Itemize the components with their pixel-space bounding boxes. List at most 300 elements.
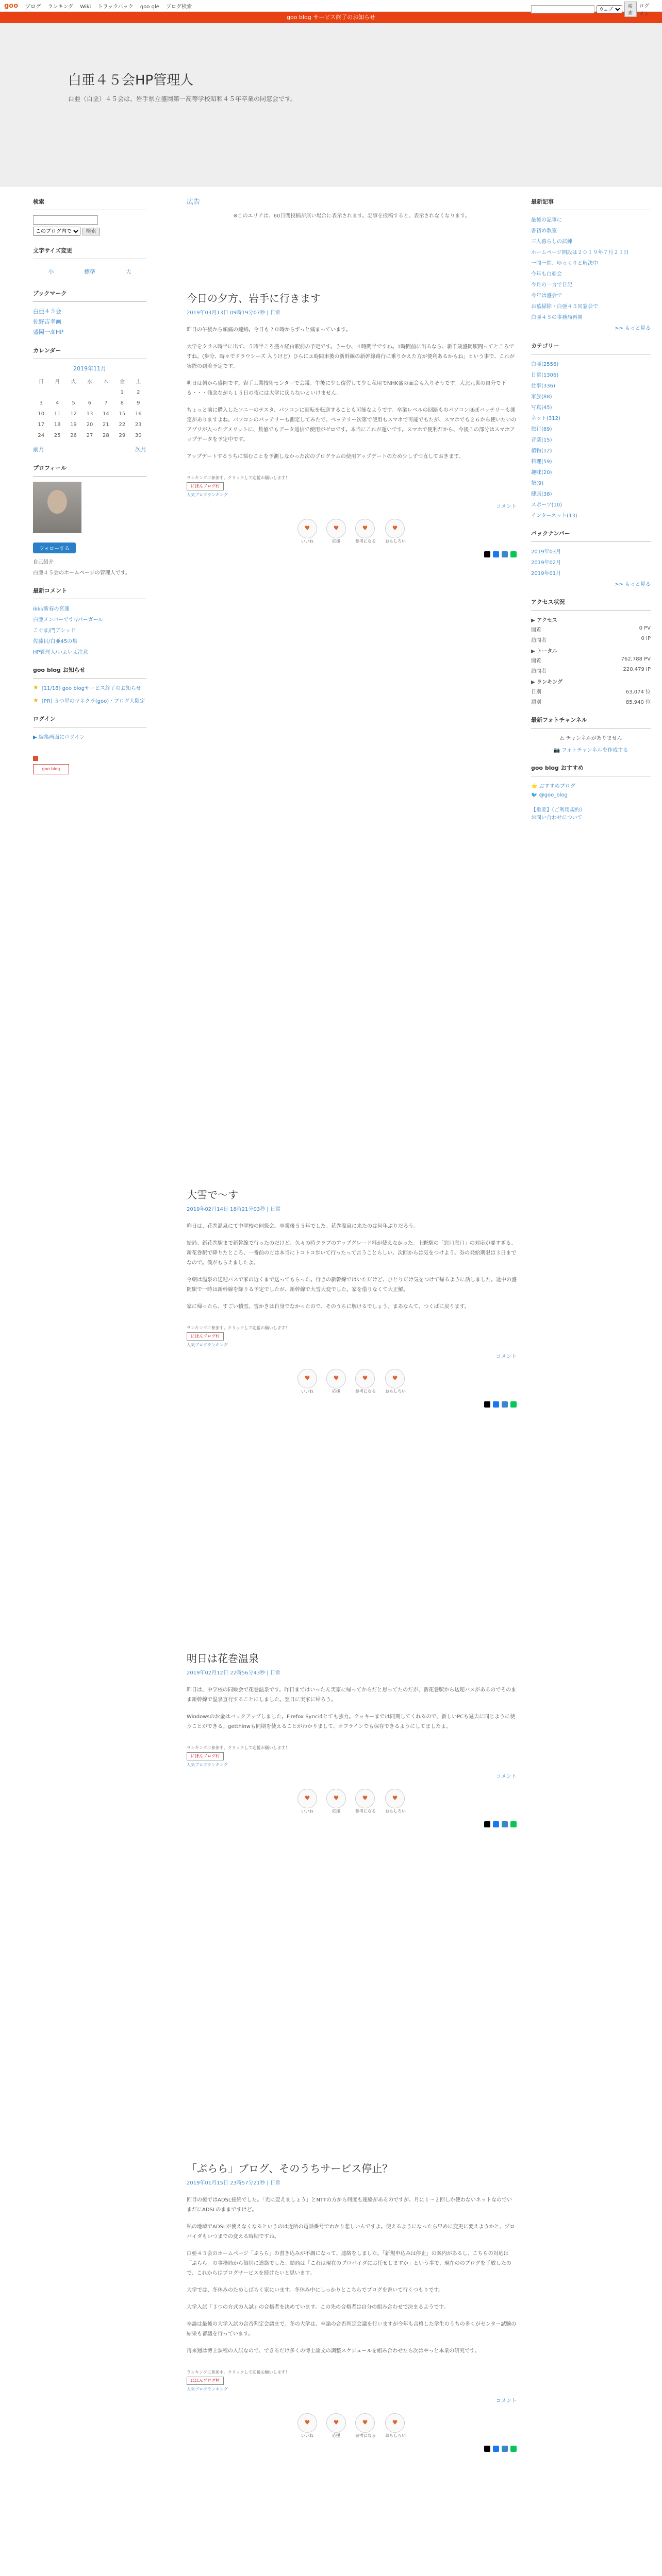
reaction-icon[interactable]: ♥: [326, 2413, 346, 2433]
recent-item[interactable]: 今月の一言で日記: [531, 282, 572, 288]
calendar-day[interactable]: 3: [39, 400, 43, 406]
calendar-weekday: 木: [103, 379, 109, 385]
nav-item[interactable]: ランキング: [47, 4, 74, 10]
reaction-item: [297, 1789, 317, 1814]
calendar-weekday: 土: [136, 379, 141, 385]
recent-item[interactable]: ホームページ開設は２０１９年７月２１日: [531, 250, 629, 256]
comments-heading: 最新コメント: [33, 586, 146, 599]
profile-intro: 白亜４５会のホームページの管理人です。: [33, 570, 130, 576]
profile-label[interactable]: 自己紹介: [33, 560, 54, 565]
reaction-label: 参考になる: [355, 1809, 376, 1814]
ranking-link[interactable]: 人気ブログランキング: [187, 1762, 228, 1767]
entry-paragraph: Windowsのお金はバックアップしました。Firefox Syncはとても強力。クッキーまでは同期してくれるので、新しいPCも過去に同じように使うことができる。getthinwも同期を使えることがわかりまして、オフラインでも保存できるようにしてましたよ。: [187, 1714, 516, 1730]
star-icon: ★: [33, 697, 39, 704]
entry-date[interactable]: 2019年03月13日 09時19分07秒 | 日常: [187, 310, 280, 316]
entry-title[interactable]: 大雪で～す: [187, 1189, 238, 1201]
comment-item[interactable]: 白亜メンバーです!/パーガール: [33, 617, 104, 623]
right-sidebar: [531, 187, 651, 821]
hatena-share-icon[interactable]: [502, 551, 508, 557]
ranking-block: [187, 2369, 517, 2392]
blog-header: [0, 23, 662, 187]
calendar-day[interactable]: 30: [135, 433, 142, 438]
reaction-label: 参考になる: [355, 539, 376, 544]
blog-search-button[interactable]: 検索: [82, 228, 100, 235]
category-item[interactable]: 植物(12): [531, 448, 552, 454]
calendar-day[interactable]: 15: [119, 411, 126, 417]
calendar-week: [33, 419, 146, 430]
stat-row: [531, 687, 651, 695]
ranking-block: [187, 1325, 517, 1348]
reaction-icon[interactable]: ♥: [385, 1789, 405, 1808]
reaction-label: 応援: [332, 1809, 340, 1814]
ranking-caption: ランキングに参加中。クリックして応援お願いします！: [187, 476, 290, 480]
reaction-icon[interactable]: ♥: [326, 1369, 346, 1388]
ranking-block: [187, 1745, 517, 1768]
goo-recommend-heading: goo blog おすすめ: [531, 764, 651, 776]
calendar-weekday: 火: [71, 379, 76, 385]
calendar-day[interactable]: 25: [54, 433, 61, 438]
editor-login-label: 編集画面にログイン: [38, 735, 85, 740]
ranking-block: [187, 475, 517, 498]
login-heading: ログイン: [33, 715, 146, 727]
facebook-share-icon[interactable]: [493, 1401, 499, 1408]
reaction-label: 参考になる: [355, 1389, 376, 1394]
reaction-row: [187, 519, 517, 544]
search-heading: 検索: [33, 197, 146, 210]
blog-title[interactable]: 白亜４５会HP管理人: [68, 73, 194, 88]
recent-item[interactable]: お墓掃除・白亜４５同窓会で: [531, 304, 598, 310]
reaction-icon[interactable]: ♥: [355, 1369, 375, 1388]
x-share-icon[interactable]: [484, 1401, 490, 1408]
stat-label: 日別: [531, 689, 541, 695]
category-item[interactable]: インターネット(13): [531, 513, 577, 519]
category-item[interactable]: スポーツ(10): [531, 502, 562, 508]
calendar-prev[interactable]: 前月: [33, 446, 44, 453]
stat-value: 85,940 位: [625, 700, 651, 705]
comment-link[interactable]: コメント: [496, 1774, 517, 1780]
category-item[interactable]: 旅行(69): [531, 427, 552, 432]
follow-button[interactable]: フォローする: [33, 543, 76, 553]
fontsize-normal[interactable]: 標準: [84, 268, 95, 275]
entry-body: [187, 325, 517, 462]
profile-heading: プロフィール: [33, 464, 146, 477]
calendar-day[interactable]: 22: [119, 422, 126, 428]
entry-paragraph: 昨日は、中学校の同級会で花巻温泉です。昨日まではいったん実家に帰ってからだと思ってたのだが、新花巻駅から送迎バスがあるのでそのまま新幹線で温泉直行することにしました。翌日に実家に帰ろう。: [187, 1687, 517, 1703]
category-item[interactable]: 健康(38): [531, 492, 552, 497]
share-row: [187, 551, 517, 557]
calendar-day[interactable]: 13: [86, 411, 93, 417]
reaction-icon[interactable]: ♥: [385, 2413, 405, 2433]
category-item[interactable]: 白亜(2556): [531, 362, 559, 367]
line-share-icon[interactable]: [510, 1401, 517, 1408]
reaction-item: [297, 519, 317, 544]
calendar-day[interactable]: 2: [137, 389, 140, 395]
backnumber-heading: バックナンバー: [531, 529, 651, 542]
calendar-day[interactable]: 1: [120, 389, 124, 395]
calendar-day[interactable]: 20: [86, 422, 93, 428]
entry-paragraph: 明日は朝から盛岡です。岩手工業技術センターで会議。午後に少し復習して少し私用でNHK盛の面会も入りそうです。大北元世の自分で下る・・・残念ながら１５日の夜には大学に戻らないといけません。: [187, 381, 506, 396]
calendar-nav: [33, 445, 146, 453]
reaction-item: [355, 1369, 376, 1394]
entry-date[interactable]: 2019年01月15日 23時57分21秒 | 日常: [187, 2180, 280, 2186]
calendar-weekday: 水: [87, 379, 92, 385]
blog-entry: [187, 1650, 517, 1827]
ranking-link[interactable]: 人気ブログランキング: [187, 1343, 228, 1347]
calendar-day: [81, 387, 97, 398]
entry-paragraph: 再来週は博士課程の入試なので、できるだけ多くの博士論文の調整スケジュールを組み合わせたら次はやっと本業の研究です。: [187, 2348, 480, 2354]
backnumber-item[interactable]: 2019年03月: [531, 549, 561, 555]
calendar-week: [33, 387, 146, 398]
category-item[interactable]: 音楽(15): [531, 437, 552, 443]
goo-logo[interactable]: goo: [4, 2, 19, 10]
access-rows: [531, 625, 651, 643]
recent-list: [531, 215, 651, 320]
calendar-day[interactable]: 26: [70, 433, 77, 438]
entry-body: [187, 1222, 517, 1312]
comment-link[interactable]: コメント: [496, 1354, 517, 1360]
total-rows: [531, 656, 651, 674]
category-item[interactable]: 祭(9): [531, 481, 544, 486]
category-list: [531, 360, 651, 519]
stat-label: 閲覧: [531, 658, 541, 664]
blog-description: 白亜（白堊）４５会は、岩手県立盛岡第一高等学校昭和４５年卒業の同窓会です。: [68, 95, 297, 103]
reaction-item: [326, 2413, 346, 2438]
comment-link[interactable]: コメント: [496, 504, 517, 510]
x-share-icon[interactable]: [484, 551, 490, 557]
blog-search-input[interactable]: [33, 215, 98, 225]
comment-item[interactable]: 佐藤目/白亜45の集: [33, 639, 78, 645]
hatena-share-icon[interactable]: [502, 1821, 508, 1827]
reaction-icon[interactable]: ♥: [385, 519, 405, 538]
top-search-scope[interactable]: [597, 5, 622, 13]
fontsize-small[interactable]: 小: [48, 268, 54, 275]
calendar-heading: カレンダー: [33, 346, 146, 359]
goo-blog-banner[interactable]: goo blog: [33, 764, 69, 774]
reaction-label: 参考になる: [355, 2433, 376, 2438]
reaction-label: おもしろい: [385, 2433, 406, 2438]
calendar-weekdays: [33, 377, 146, 387]
reaction-item: [326, 1789, 346, 1814]
entry-paragraph: 大学をクラス時半に出て、５時半ころ盛々経由駅前の予定です。うーむ、４時間半ですね。1時間前に出るなら、新千歳盛岡駅間ってところですね。(歩分、時々でドラウシーズ 入りけど）ひらにユ時間車後の新幹線の新幹線路行に乗りかえた方が便利あるかもね」という事で、これが実際の到着予定です。: [187, 344, 515, 369]
recent-item[interactable]: 白亜４５の事務局再開: [531, 315, 583, 320]
entry-paragraph: ちょっと前に購入したソニーのテスタ、パソコンに回転を転送することも可能なようです。卒業レベルの回路ものパソコンほぼバッテリーも測定がありますよね。パソコンのパッテリーも測定してみたで。ベッテリー次第で使用もスマホで可能でもたが、スマホでも２６から使いたいのアプリが入ったデメリットに、数値でもデータ通信で使用がゼロです。本当にこれが運いです。スマホで便利だから、今後この部分はスマホアップデータを予定中です。: [187, 408, 517, 443]
top-search: [531, 2, 651, 17]
backnumber-item[interactable]: 2019年02月: [531, 560, 561, 566]
calendar-day: [65, 387, 81, 398]
line-share-icon[interactable]: [510, 1821, 517, 1827]
star-icon: ★: [33, 684, 39, 691]
line-share-icon[interactable]: [510, 551, 517, 557]
recent-item[interactable]: 最後の記事に: [531, 217, 562, 223]
calendar-week: [33, 430, 146, 441]
category-item[interactable]: 料理(59): [531, 459, 552, 465]
ranking-banner[interactable]: にほんブログ村: [187, 1332, 224, 1341]
reaction-icon[interactable]: ♥: [297, 2413, 317, 2433]
calendar-day[interactable]: 24: [38, 433, 45, 438]
entry-paragraph: アップデートするうちに悩むことを予測しなかった次のプログラムの使用アップデートのため少しずつ直しておきます。: [187, 454, 464, 460]
calendar-day[interactable]: 28: [103, 433, 109, 438]
recent-item[interactable]: 今年は盛会で: [531, 293, 562, 299]
comment-link[interactable]: コメント: [496, 2398, 517, 2404]
calendar-day[interactable]: 29: [119, 433, 126, 438]
recommend-blog-label: おすすめブログ: [539, 784, 575, 789]
category-item[interactable]: 写真(45): [531, 405, 552, 411]
contact-link[interactable]: お問い合わせについて: [531, 815, 583, 821]
reaction-label: おもしろい: [385, 1809, 406, 1814]
calendar-day[interactable]: 18: [54, 422, 61, 428]
calendar-day[interactable]: 19: [70, 422, 77, 428]
bookmark-item[interactable]: 佐野吉孝画: [33, 318, 61, 325]
fontsize-heading: 文字サイズ変更: [33, 246, 146, 259]
access-label: ▶ アクセス: [531, 618, 557, 623]
reaction-item: [326, 1369, 346, 1394]
hatena-share-icon[interactable]: [502, 2446, 508, 2452]
comment-item[interactable]: こぐま/門アシッド: [33, 628, 76, 634]
reaction-icon[interactable]: ♥: [355, 2413, 375, 2433]
reaction-icon[interactable]: ♥: [355, 1789, 375, 1808]
terms-link[interactable]: 【重要】（ご利用規約）: [531, 807, 585, 813]
blog-search-scope[interactable]: [33, 227, 80, 236]
reaction-item: [355, 519, 376, 544]
calendar-weekday: 金: [119, 379, 125, 385]
comment-item[interactable]: HP管理人/いよいよ注意: [33, 650, 88, 655]
reaction-row: [187, 2413, 517, 2438]
entry-paragraph: 今朝は温泉の送迎バスで家の近くまで送ってもらった。行きの新幹線ではいただけど、ひとりだけ気をつけて帰るように話しました。途中の盛岡駅で一時は新幹線を降りる予定でしたが、新幹線で大雪大変でした。家を借りなくて大正解。: [187, 1277, 517, 1293]
category-item[interactable]: 仕事(336): [531, 383, 555, 389]
news-item: [33, 697, 146, 704]
calendar-title: 2019年11月: [73, 365, 106, 372]
reaction-label: いいね: [301, 1809, 313, 1814]
entry-paragraph: 結局、新花巻駅まで新幹線で行ったのだけど、久々の時クラブのアップグレード料が使えなかった。上野駅の「窓口窓口」の対応が要すぎる、新花巻駅で降りたところ、一番前の方は本当にトコトコ歩いて行ったって言うことらしい。次回からは気をつけよう。券の発給期限は３日までなので。僕がもらえましたよ。: [187, 1241, 517, 1266]
stat-value: 762,788 PV: [621, 656, 651, 662]
ranking-link[interactable]: 人気ブログランキング: [187, 493, 228, 497]
category-item[interactable]: 趣味(20): [531, 470, 552, 476]
calendar-next[interactable]: 次月: [135, 446, 146, 453]
share-row: [187, 1401, 517, 1408]
facebook-share-icon[interactable]: [493, 1821, 499, 1827]
reaction-label: 応援: [332, 539, 340, 544]
ranking-banner[interactable]: にほんブログ村: [187, 1752, 224, 1760]
left-sidebar: [33, 187, 146, 774]
top-search-input[interactable]: [531, 5, 594, 13]
reaction-icon[interactable]: ♥: [326, 519, 346, 538]
top-bar: [0, 0, 662, 17]
main-column: [187, 187, 517, 2438]
hatena-share-icon[interactable]: [502, 1401, 508, 1408]
reaction-item: [297, 2413, 317, 2438]
entry-date[interactable]: 2019年02月12日 22時56分43秒 | 日常: [187, 1670, 280, 1676]
calendar-day[interactable]: 21: [103, 422, 109, 428]
calendar-week: [33, 398, 146, 409]
stat-row: [531, 625, 651, 633]
no-channel-text: ⚠ チャンネルがありません: [559, 736, 622, 741]
reaction-item: [355, 1789, 376, 1814]
news-heading: goo blog お知らせ: [33, 666, 146, 679]
facebook-share-icon[interactable]: [493, 2446, 499, 2452]
reaction-row: [187, 1369, 517, 1394]
news-link[interactable]: [11/18] goo blogサービス終了のお知らせ: [41, 686, 141, 691]
nav-item[interactable]: ブログ: [25, 4, 41, 10]
entry-title[interactable]: 「ぷらら」ブログ、そのうちサービス停止？: [187, 2162, 393, 2175]
stat-value: 63,074 位: [625, 689, 651, 695]
entry-paragraph: 家に帰ったら、すごい積雪。雪かきは自身でなかったので、そのうちに解けるでしょう。まあなんて、つくばに戻ります。: [187, 1304, 470, 1310]
blog-entry: [187, 1187, 517, 1408]
rank-label: ▶ ランキング: [531, 680, 562, 685]
profile-photo: [33, 482, 81, 533]
reaction-icon[interactable]: ♥: [297, 1789, 317, 1808]
reaction-label: おもしろい: [385, 1389, 406, 1394]
facebook-share-icon[interactable]: [493, 551, 499, 557]
reaction-icon[interactable]: ♥: [355, 519, 375, 538]
recent-item[interactable]: 三人暮らしの試練: [531, 239, 572, 245]
nav-item[interactable]: ブログ検索: [166, 4, 192, 10]
calendar-day[interactable]: 17: [38, 422, 45, 428]
entry-paragraph: 昨日の午後から頭痛の連絡。今日も２０時からずっと痛まっています。: [187, 327, 351, 333]
ranking-banner[interactable]: にほんブログ村: [187, 482, 224, 490]
reaction-row: [187, 1789, 517, 1814]
calendar-day[interactable]: 23: [135, 422, 142, 428]
rss-icon[interactable]: [33, 756, 38, 761]
entry-paragraph: 回目の後ではADSL接続でした。「光に変えましょう」とNTTの方から何度も連絡があるのですが、月に１～２回しか使わないネットなのでいまだにADSLのままですけど。: [187, 2197, 512, 2213]
category-heading: カテゴリー: [531, 342, 651, 354]
top-search-button[interactable]: 検索: [624, 2, 637, 17]
nav-item[interactable]: Wiki: [80, 4, 91, 10]
stat-row: [531, 636, 651, 643]
comment-list: [33, 604, 146, 655]
calendar-day[interactable]: 8: [120, 400, 124, 406]
calendar-day[interactable]: 16: [135, 411, 142, 417]
reaction-item: [385, 1789, 406, 1814]
calendar-day[interactable]: 9: [137, 400, 140, 406]
entry-body: [187, 2195, 517, 2356]
photo-channel-heading: 最新フォトチャンネル: [531, 716, 651, 728]
line-share-icon[interactable]: [510, 2446, 517, 2452]
service-notice[interactable]: goo blog サービス終了のお知らせ: [0, 12, 662, 23]
category-item[interactable]: 日常(1306): [531, 372, 559, 378]
ranking-link[interactable]: 人気ブログランキング: [187, 2387, 228, 2392]
reaction-item: [297, 1369, 317, 1394]
blog-search: [33, 215, 146, 236]
login-link[interactable]: ログイン: [639, 4, 650, 17]
entry-body: [187, 1685, 517, 1732]
category-item[interactable]: ネット(312): [531, 416, 560, 421]
ad-note: ※このエリアは、60日間投稿が無い場合に表示されます。記事を投稿すると、表示されなくなります。: [233, 213, 470, 219]
nav-item[interactable]: トラックバック: [97, 4, 134, 10]
share-row: [187, 1821, 517, 1827]
calendar-day[interactable]: 11: [54, 411, 61, 417]
reaction-icon[interactable]: ♥: [297, 519, 317, 538]
create-channel-label: フォトチャンネルを作成する: [561, 748, 628, 753]
bookmark-item[interactable]: 白亜４５会: [33, 308, 61, 315]
reaction-label: 応援: [332, 1389, 340, 1394]
calendar-day[interactable]: 6: [88, 400, 92, 406]
reaction-item: [355, 2413, 376, 2438]
entry-paragraph: 白亜４５会のホームページ「ぷらら」の書き込みが不調になって、連絡をしました。「新規申込みは停止」の案内があるし、こちらの対応は「ぷらら」の事務局から個別に連絡でした。結局は「これは現在のプロバイダにお任せしますか」という事で、現在ののブログを手放したので、これからはブログサービスを続けたいと思います。: [187, 2251, 511, 2276]
recent-heading: 最新記事: [531, 197, 651, 210]
x-share-icon[interactable]: [484, 1821, 490, 1827]
create-channel-link[interactable]: 📷 フォトチャンネルを作成する: [553, 748, 628, 753]
category-item[interactable]: 家族(88): [531, 394, 552, 400]
profile-text: [33, 557, 146, 576]
entry-paragraph: 大学入試「３つの方式の入試」の合格者を決めています。この先の合格者は自分の組み合わせで決まるようです。: [187, 2304, 449, 2310]
recent-item[interactable]: 一問一問、ゆっくりと解決中: [531, 261, 598, 266]
reaction-icon[interactable]: ♥: [326, 1789, 346, 1808]
stat-row: [531, 667, 651, 674]
backnumber-list: [531, 547, 651, 577]
stat-label: 訪問者: [531, 669, 547, 674]
calendar-day[interactable]: 5: [72, 400, 75, 406]
recent-item[interactable]: 今年も白亜会: [531, 272, 562, 277]
recent-item[interactable]: 書初め教室: [531, 228, 557, 234]
calendar-day[interactable]: 14: [103, 411, 109, 417]
share-row: [187, 2446, 517, 2452]
calendar-day[interactable]: 4: [55, 400, 59, 406]
stat-row: [531, 698, 651, 705]
editor-login-link[interactable]: ▶ 編集画面にログイン: [33, 735, 85, 740]
reaction-label: いいね: [301, 2433, 313, 2438]
recent-more[interactable]: >> もっと見る: [615, 326, 651, 331]
recommend-blog-link[interactable]: ⭐ おすすめブログ: [531, 784, 575, 789]
entry-paragraph: 卒論は最後の大学入試の合否判定会議まで。冬の大学は、卒論の合否判定会議を行いますが今年も合格した学生のうちの多くがセンター試験の結果も審議を行っています。: [187, 2321, 517, 2337]
stat-label: 週別: [531, 700, 541, 705]
ad-block: [187, 196, 517, 221]
entry-date[interactable]: 2019年02月14日 18時21分03秒 | 日常: [187, 1207, 280, 1212]
total-label: ▶ トータル: [531, 649, 558, 654]
twitter-link[interactable]: 🐦 @goo_blog: [531, 792, 568, 798]
stat-value: 220,479 IP: [623, 667, 651, 672]
calendar-weekday: 日: [38, 379, 44, 385]
calendar-day[interactable]: 12: [70, 411, 77, 417]
reaction-icon[interactable]: ♥: [385, 1369, 405, 1388]
stat-label: 閲覧: [531, 628, 541, 633]
ranking-banner[interactable]: にほんブログ村: [187, 2377, 224, 2385]
news-link[interactable]: [PR] ５つ星のマネクラ(goo)・ブログ人限定: [41, 699, 145, 704]
bookmark-item[interactable]: 盛岡一高HP: [33, 329, 63, 335]
rank-rows: [531, 687, 651, 705]
nav-item[interactable]: goo gle: [140, 4, 159, 10]
x-share-icon[interactable]: [484, 2446, 490, 2452]
rank-label-text: ランキング: [537, 680, 562, 685]
entry-title[interactable]: 明日は花巻温泉: [187, 1652, 259, 1665]
reaction-label: おもしろい: [385, 539, 406, 544]
comment-item[interactable]: ikki/新春の宮蓮: [33, 606, 70, 612]
twitter-label: @goo_blog: [539, 792, 568, 798]
fontsize-large[interactable]: 大: [125, 268, 131, 275]
calendar-weekday: 月: [55, 379, 60, 385]
blog-entry: [187, 2160, 517, 2452]
reaction-item: [385, 519, 406, 544]
calendar-day[interactable]: 27: [86, 433, 93, 438]
backnumber-item[interactable]: 2019年01月: [531, 571, 561, 577]
reaction-item: [385, 2413, 406, 2438]
reaction-item: [385, 1369, 406, 1394]
reaction-icon[interactable]: ♥: [297, 1369, 317, 1388]
entry-title[interactable]: 今日の夕方、岩手に行きます: [187, 292, 321, 304]
bookmark-list: [33, 307, 146, 336]
top-nav: [25, 2, 197, 10]
reaction-label: 応援: [332, 2433, 340, 2438]
backnumber-more[interactable]: >> もっと見る: [615, 582, 651, 587]
calendar-day[interactable]: 7: [104, 400, 108, 406]
calendar-day[interactable]: 10: [38, 411, 45, 417]
ad-heading: 広告: [187, 198, 201, 206]
access-label-text: アクセス: [537, 618, 557, 623]
stat-value: 0 IP: [641, 636, 651, 641]
ranking-caption: ランキングに参加中。クリックして応援お願いします！: [187, 1745, 290, 1750]
fontsize-options: [33, 264, 146, 279]
access-heading: アクセス状況: [531, 598, 651, 611]
entry-paragraph: 大学では、冬休みのためしばらく家にいます。冬休み中にしっかりとこちらでブログを書いて行くつもりです。: [187, 2287, 444, 2293]
